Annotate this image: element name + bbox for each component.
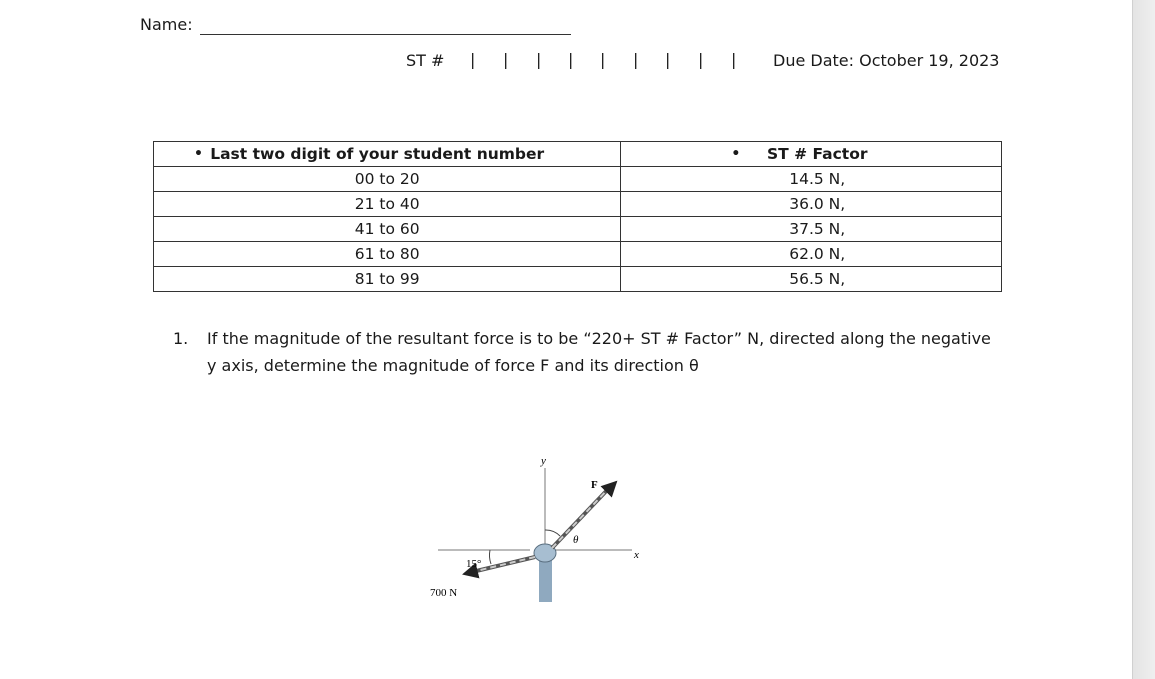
bullet-icon: • xyxy=(194,146,203,162)
st-digit-box: | xyxy=(698,50,704,69)
table-row xyxy=(154,267,1002,292)
factor-value: 56.5 N, xyxy=(789,270,846,288)
theta-arc xyxy=(545,530,560,536)
factor-value: 36.0 N, xyxy=(789,195,846,213)
table-row xyxy=(154,242,1002,267)
question-number: 1. xyxy=(173,329,189,348)
factor-cell xyxy=(621,192,1002,217)
st-label: ST # xyxy=(406,51,445,70)
angle-15-arc xyxy=(489,550,491,564)
factor-table xyxy=(153,141,1002,292)
st-digit-box: | xyxy=(665,50,671,69)
column-header-factor: ST # Factor xyxy=(766,145,868,163)
name-label: Name: xyxy=(140,15,193,34)
factor-value: 14.5 N, xyxy=(789,170,846,188)
question-line-2: y axis, determine the magnitude of force F and its direction θ xyxy=(207,356,699,375)
factor-value: 62.0 N, xyxy=(789,245,846,263)
theta-label: θ xyxy=(573,534,579,546)
x-axis-label: x xyxy=(634,549,639,561)
range-cell: 81 to 99 xyxy=(154,267,621,292)
range-cell: 21 to 40 xyxy=(154,192,621,217)
force-700-label: 700 N xyxy=(430,587,458,599)
range-cell: 41 to 60 xyxy=(154,217,621,242)
column-header-student-number: Last two digit of your student number xyxy=(210,145,545,163)
table-row xyxy=(154,192,1002,217)
question-text xyxy=(207,325,1007,379)
factor-cell xyxy=(621,217,1002,242)
table-row xyxy=(154,217,1002,242)
table-header-cell xyxy=(154,142,621,167)
force-f-rod-detail xyxy=(552,485,612,548)
factor-cell xyxy=(621,242,1002,267)
st-digit-box: | xyxy=(503,50,509,69)
question-line-1: If the magnitude of the resultant force is to be “220+ ST # Factor” N, directed along the negative xyxy=(207,329,991,348)
st-digit-box: | xyxy=(600,50,606,69)
y-axis-label: y xyxy=(541,455,546,467)
st-digit-box: | xyxy=(731,50,737,69)
factor-cell xyxy=(621,167,1002,192)
range-cell: 00 to 20 xyxy=(154,167,621,192)
st-digit-box: | xyxy=(536,50,542,69)
st-digit-box: | xyxy=(633,50,639,69)
f-label: F xyxy=(591,479,598,491)
st-digit-box: | xyxy=(568,50,574,69)
table-header-row xyxy=(154,142,1002,167)
range-cell: 61 to 80 xyxy=(154,242,621,267)
table-row xyxy=(154,167,1002,192)
page-edge xyxy=(1132,0,1155,679)
force-diagram xyxy=(420,450,660,610)
factor-cell xyxy=(621,267,1002,292)
bullet-icon: • xyxy=(731,146,741,162)
due-date: Due Date: October 19, 2023 xyxy=(773,51,1000,70)
st-digit-box: | xyxy=(470,50,476,69)
table-header-cell xyxy=(621,142,1002,167)
angle-15-label: 15° xyxy=(466,558,482,570)
name-blank-line xyxy=(200,34,571,35)
factor-value: 37.5 N, xyxy=(789,220,846,238)
